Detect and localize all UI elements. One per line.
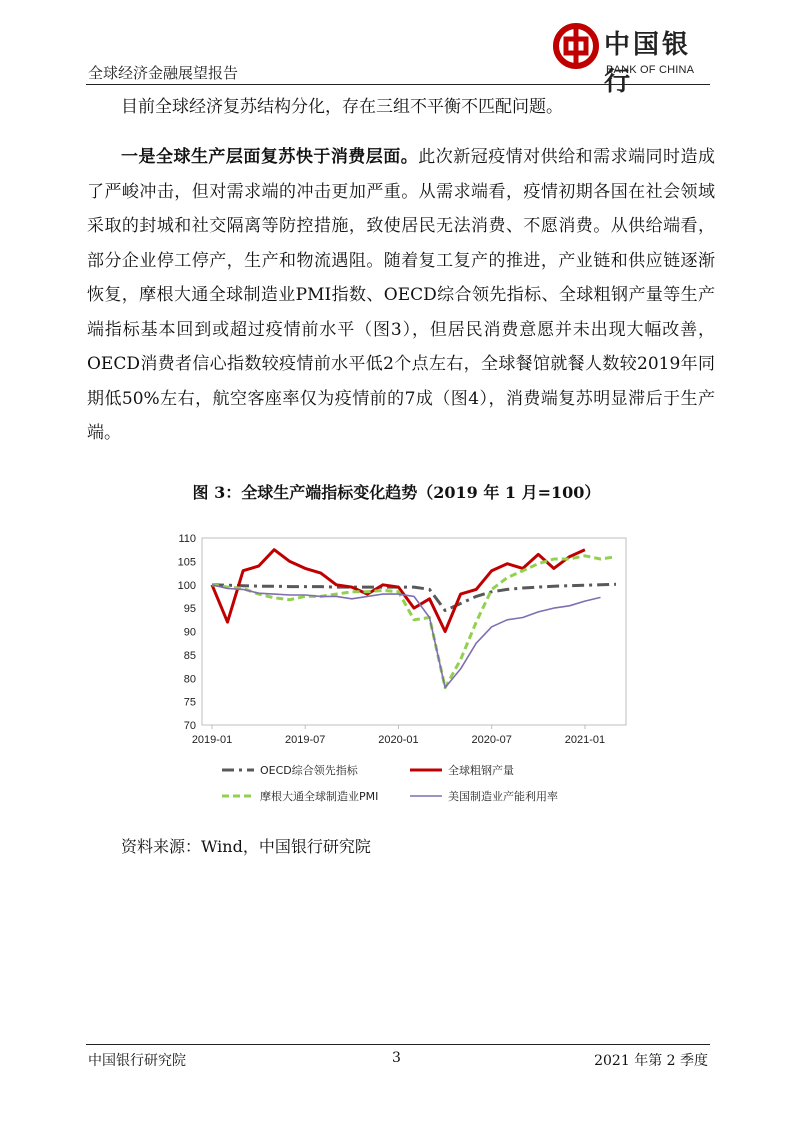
footer-institution: 中国银行研究院 — [88, 1053, 186, 1069]
report-title: 全球经济金融展望报告 — [88, 64, 239, 82]
plot-area-frame — [202, 538, 626, 725]
y-tick-label: 80 — [183, 673, 196, 686]
bank-of-china-logo — [552, 20, 712, 97]
x-tick-label: 2019-07 — [285, 734, 326, 746]
logo-chinese-name: 中国银行 — [604, 30, 692, 97]
footer-period: 2021 年第 2 季度 — [594, 1053, 708, 1069]
page-number: 3 — [392, 1050, 401, 1066]
figure-title: 图 3：全球生产端指标变化趋势（2019 年 1 月=100） — [192, 483, 601, 502]
series-line-3 — [212, 556, 616, 688]
x-tick-label: 2019-01 — [191, 734, 233, 746]
legend-label: OECD综合领先指标 — [260, 764, 358, 777]
paragraph-lead-bold: 一是全球生产层面复苏快于消费层面。 — [121, 147, 419, 167]
legend-label: 摩根大通全球制造业PMI — [260, 790, 379, 803]
legend-label: 美国制造业产能利用率 — [448, 790, 558, 803]
series-line-4 — [212, 585, 601, 688]
paragraph-production-vs-consumption — [87, 140, 715, 451]
x-tick-label: 2020-07 — [471, 734, 512, 746]
x-tick-label: 2021-01 — [564, 734, 606, 746]
footer-divider — [86, 1044, 710, 1045]
y-tick-label: 75 — [183, 696, 196, 709]
figure-source: 资料来源：Wind，中国银行研究院 — [121, 837, 371, 856]
legend-label: 全球粗钢产量 — [448, 764, 514, 777]
x-tick-label: 2020-01 — [378, 734, 419, 746]
boc-emblem-icon — [552, 22, 600, 70]
y-tick-label: 105 — [177, 556, 196, 569]
y-tick-label: 110 — [178, 533, 196, 545]
y-tick-label: 85 — [183, 649, 196, 662]
paragraph-intro: 目前全球经济复苏结构分化，存在三组不平衡不匹配问题。 — [121, 97, 563, 117]
logo-english-name: BANK OF CHINA — [606, 64, 695, 76]
production-indicators-chart — [150, 520, 650, 820]
y-tick-label: 90 — [183, 626, 196, 639]
y-tick-label: 95 — [183, 603, 196, 616]
header-divider — [86, 84, 710, 85]
paragraph-body: 此次新冠疫情对供给和需求端同时造成了严峻冲击，但对需求端的冲击更加严重。从需求端看，疫情初期各国在社会领域采取的封城和社交隔离等防控措施，致使居民无法消费、不愿消费。从供给端看，部分企业停工停产，生产和物流遇阻。随着复工复产的推进，产业链和供应链逐渐恢复，摩根大通全球制造业PMI指数、OECD综合领先指标、全球粗钢产量等生产端指标基本回到或超过疫情前水平（图3），但居民消费意愿并未出现大幅改善，OECD消费者信心指数较疫情前水平低2个点左右，全球餐馆就餐人数较2019年同期低50%左右，航空客座率仅为疫情前的7成（图4），消费端复苏明显滞后于生产端。 — [87, 147, 716, 443]
y-tick-label: 70 — [183, 720, 196, 732]
y-tick-label: 100 — [177, 579, 196, 592]
